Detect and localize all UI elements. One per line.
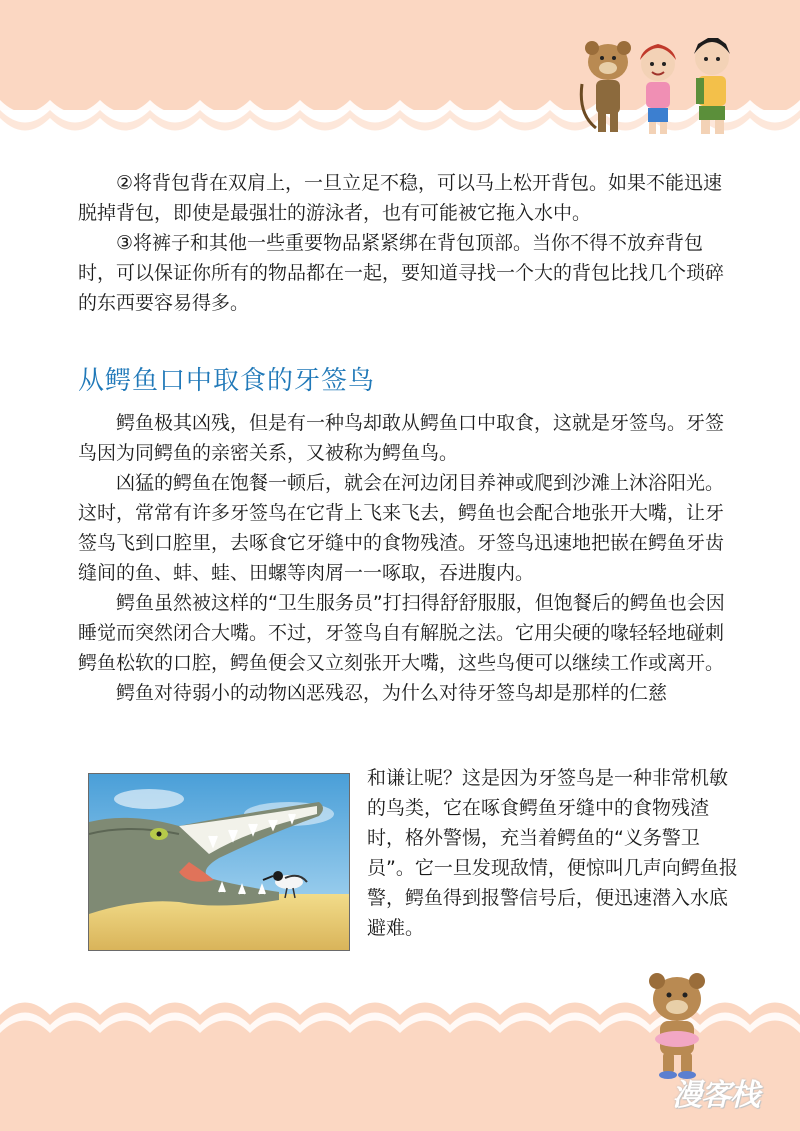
paragraph: ③将裤子和其他一些重要物品紧紧绑在背包顶部。当你不得不放弃背包时，可以保证你所有的物品都在一起，要知道寻找一个大的背包比找几个琐碎的东西要容易得多。 bbox=[78, 232, 725, 314]
paragraph: ②将背包背在双肩上，一旦立足不稳，可以马上松开背包。如果不能迅速脱掉背包，即使是最强壮的游泳者，也有可能被它拖入水中。 bbox=[78, 172, 723, 224]
paragraph-wrapped bbox=[367, 763, 739, 943]
paragraph: 凶猛的鳄鱼在饱餐一顿后，就会在河边闭目养神或爬到沙滩上沐浴阳光。这时，常常有许多牙签鸟在它背上飞来飞去，鳄鱼也会配合地张开大嘴，让牙签鸟飞到口腔里，去啄食它牙缝中的食物残渣。牙签鸟迅速地把嵌在鳄鱼牙齿缝间的鱼、蚌、蛙、田螺等肉屑一一啄取，吞进腹内。 bbox=[78, 472, 725, 584]
paragraph: 和谦让呢？这是因为牙签鸟是一种非常机敏的鸟类，它在啄食鳄鱼牙缝中的食物残渣时，格外警惕，充当着鳄鱼的“义务警卫员”。它一旦发现敌情，便惊叫几声向鳄鱼报警，鳄鱼得到报警信号后，便迅速潜入水底避难。 bbox=[367, 767, 738, 939]
paragraph: 鳄鱼极其凶残，但是有一种鸟却敢从鳄鱼口中取食，这就是牙签鸟。牙签鸟因为同鳄鱼的亲密关系，又被称为鳄鱼鸟。 bbox=[78, 412, 725, 464]
watermark-logo: 漫客栈 bbox=[672, 1078, 759, 1113]
paragraph-group-body bbox=[78, 408, 738, 708]
paragraph-group-top bbox=[78, 168, 738, 318]
section-title: 从鳄鱼口中取食的牙签鸟 bbox=[78, 366, 376, 396]
crocodile-bird-photo bbox=[88, 773, 350, 951]
paragraph: 鳄鱼对待弱小的动物凶恶残忍，为什么对待牙签鸟却是那样的仁慈 bbox=[116, 682, 668, 704]
cartoon-characters-illustration bbox=[578, 24, 748, 144]
paragraph: 鳄鱼虽然被这样的“卫生服务员”打扫得舒舒服服，但饱餐后的鳄鱼也会因睡觉而突然闭合大嘴。不过，牙签鸟自有解脱之法。它用尖硬的喙轻轻地碰刺鳄鱼松软的口腔，鳄鱼便会又立刻张开大嘴，这些鸟便可以继续工作或离开。 bbox=[78, 592, 725, 674]
cartoon-bear-illustration bbox=[630, 965, 725, 1085]
